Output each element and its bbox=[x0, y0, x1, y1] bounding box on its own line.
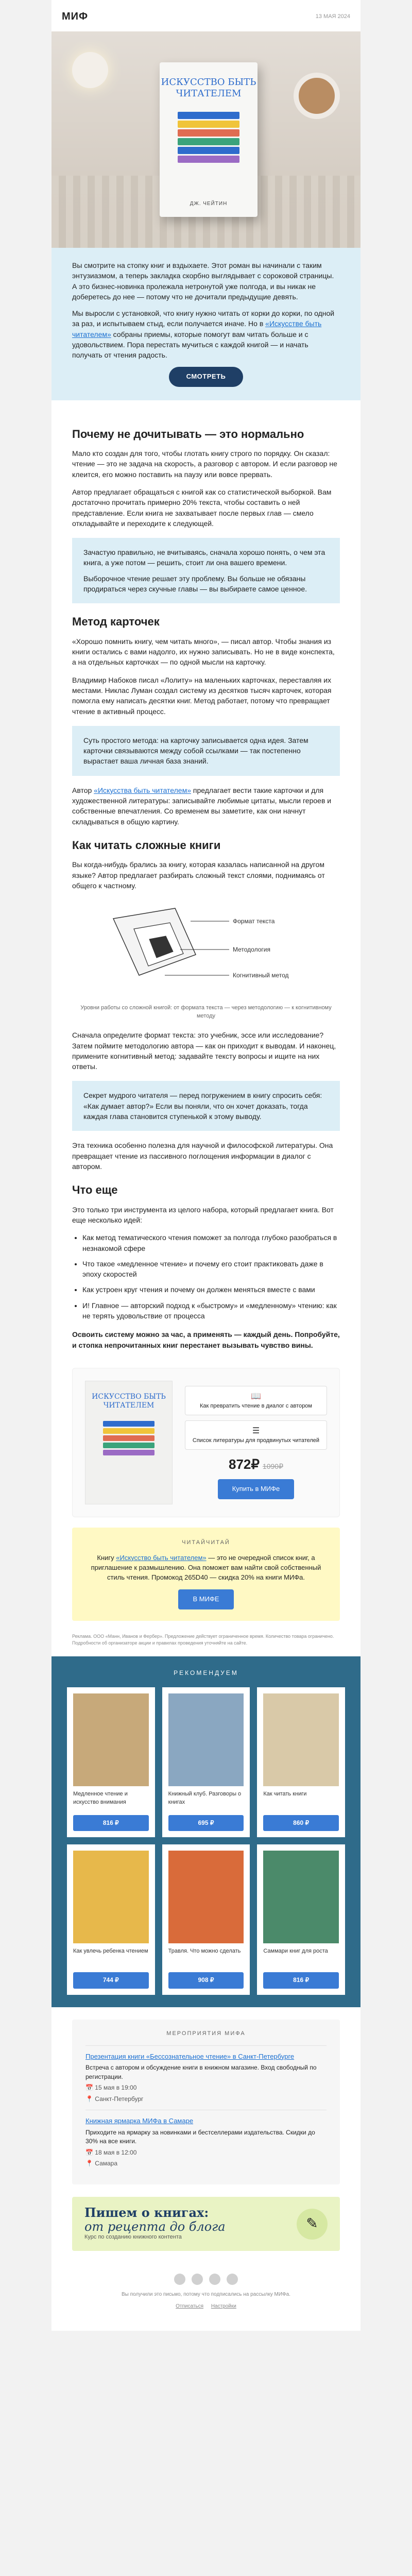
book-cover-title: ИСКУССТВО БЫТЬ ЧИТАТЕЛЕМ bbox=[161, 77, 256, 99]
calendar-icon: 📅 bbox=[85, 2148, 95, 2156]
book-link[interactable]: «Искусство быть читателем» bbox=[116, 1553, 207, 1562]
product-cover[interactable] bbox=[168, 1693, 244, 1786]
location-icon: 📍 bbox=[85, 2095, 95, 2103]
article-paragraph: «Хорошо помнить книгу, чем читать много», — писал автор. Чтобы знания из книги остались с вами надолго, их нужно записывать. Но не в виде конспекта, а на отдельных карточках — по одной мысли на карточку. bbox=[72, 637, 335, 667]
quote-text: Выборочное чтение решает эту проблему. Вы больше не обязаны продираться через скучные главы — вы выбираете самое ценное. bbox=[83, 574, 307, 593]
social-links bbox=[72, 2274, 340, 2285]
product-card[interactable] bbox=[257, 1687, 345, 1837]
partner-title: ЧИТАЙЧИТАЙ bbox=[182, 1539, 230, 1546]
event-place-text: Санкт-Петербург bbox=[95, 2095, 144, 2103]
promo-cover-title: ИСКУССТВО БЫТЬ ЧИТАТЕЛЕМ bbox=[92, 1392, 166, 1410]
list-item: • И! Главное — авторский подход к «быстрому» и «медленному» чтению: как не терять удовольствие от процесса bbox=[82, 1300, 340, 1321]
quote-text: Зачастую правильно, не вчитываясь, сначала хорошо понять, о чем эта книга, а уже потом — решить, стоит ли она вашего времени. bbox=[83, 548, 325, 567]
article-text: Автор bbox=[72, 786, 94, 794]
product-name[interactable]: Как читать книги bbox=[263, 1790, 307, 1797]
unsubscribe-link[interactable]: Отписаться bbox=[176, 2303, 204, 2309]
book-cover bbox=[160, 62, 258, 217]
event-date-text: 15 мая в 19:00 bbox=[95, 2084, 137, 2092]
quote-block bbox=[72, 1081, 340, 1131]
price bbox=[185, 1455, 327, 1475]
article-paragraph: Это только три инструмента из целого набора, который предлагает книга. Вот еще несколько идей: bbox=[72, 1205, 334, 1224]
section-heading: Почему не дочитывать — это нормально bbox=[72, 427, 304, 440]
event-place-text: Самара bbox=[95, 2159, 118, 2167]
product-price-button[interactable]: 908 ₽ bbox=[168, 1972, 244, 1988]
diagram-caption: Уровни работы со сложной книгой: от формата текста — через методологию — к когнитивному методу bbox=[80, 1005, 332, 1020]
event-description: Приходите на ярмарку за новинками и бестселлерами издательства. Скидки до 30% на все книги. bbox=[85, 2128, 315, 2145]
event-item bbox=[85, 2110, 327, 2174]
product-price-button[interactable]: 860 ₽ bbox=[263, 1815, 339, 1831]
list-item: • Что такое «медленное чтение» и почему его стоит практиковать даже в эпоху скоростей bbox=[82, 1259, 340, 1280]
footer bbox=[52, 2263, 360, 2331]
product-price-button[interactable]: 744 ₽ bbox=[73, 1972, 149, 1988]
intro-paragraph-2 bbox=[72, 308, 340, 360]
article-paragraph: Эта техника особенно полезна для научной и философской литературы. Она превращает чтение из пассивного поглощения информации в диалог с автором. bbox=[72, 1141, 333, 1171]
book-cover-author: ДЖ. ЧЕЙТИН bbox=[190, 200, 228, 207]
article-paragraph bbox=[72, 785, 340, 827]
pen-icon: ✎ bbox=[297, 2209, 328, 2240]
intro-text: Мы выросли с установкой, что книгу нужно читать от корки до корки, по одной за раз, и испытываем стыд, если получается иначе. Но в bbox=[72, 309, 335, 328]
legal-text: Реклама. ООО «Манн, Иванов и Фербер». Предложение действует ограниченное время. Количество товара ограничено. Подробности об организаторе акции и правилах проведения уточняйте на сайте. bbox=[72, 1634, 334, 1646]
date-label: 13 МАЯ 2024 bbox=[315, 13, 350, 20]
reading-levels-diagram bbox=[72, 898, 340, 1001]
footer-text: Вы получили это письмо, потому что подписались на рассылку МИФа. bbox=[122, 2292, 290, 2298]
list-icon: ☰ bbox=[252, 1426, 260, 1435]
quote-block bbox=[72, 726, 340, 776]
banner-title-main: Пишем о книгах: bbox=[84, 2205, 209, 2221]
promo-details bbox=[185, 1386, 327, 1500]
course-banner[interactable] bbox=[72, 2197, 340, 2251]
youtube-icon[interactable] bbox=[209, 2274, 220, 2285]
product-name[interactable]: Саммари книг для роста bbox=[263, 1948, 328, 1955]
product-price-button[interactable]: 816 ₽ bbox=[263, 1972, 339, 1988]
promo-feature-box bbox=[185, 1420, 327, 1450]
recommendations-title: РЕКОМЕНДУЕМ bbox=[174, 1669, 238, 1677]
promo-feature-text: Как превратить чтение в диалог с автором bbox=[199, 1402, 312, 1409]
product-price-button[interactable]: 816 ₽ bbox=[73, 1815, 149, 1831]
partner-text bbox=[88, 1553, 324, 1583]
candle-decoration bbox=[72, 52, 108, 88]
calendar-icon: 📅 bbox=[85, 2084, 95, 2092]
product-price-button[interactable]: 695 ₽ bbox=[168, 1815, 244, 1831]
book-stack-illustration bbox=[178, 110, 239, 164]
footer-links bbox=[72, 2303, 340, 2311]
banner-subtitle: Курс по созданию книжного контента bbox=[84, 2234, 182, 2241]
location-icon: 📍 bbox=[85, 2159, 95, 2167]
logo[interactable]: МИФ bbox=[62, 11, 89, 22]
product-card[interactable] bbox=[67, 1687, 155, 1837]
partner-text-part: — это не очередной список книг, а приглашение к размышлению. Она поможет вам найти свой собственный стиль чтения. Промокод 265D40 — скидка 20% на книги МИФа. bbox=[91, 1553, 321, 1581]
quote-text: Секрет мудрого читателя — перед погружением в книгу спросить себя: «Как думает автор?» Если вы поняли, что он хочет доказать, тогда каждая глава становится ступенькой к этому выводу. bbox=[83, 1091, 322, 1121]
intro-block bbox=[52, 248, 360, 400]
product-name[interactable]: Травля. Что можно сделать bbox=[168, 1948, 241, 1955]
article-text: предлагает вести такие карточки и для художественной литературы: записывайте любимые цитаты, мысли героев и собственные впечатления. Со временем вы заметите, как они начнут складываться в общую картину. bbox=[72, 786, 332, 826]
book-link[interactable]: «Искусстве быть читателем» bbox=[72, 319, 322, 338]
article-paragraph: Вы когда-нибудь брались за книгу, которая казалась написанной на другом языке? Автор предлагает разбирать сложный текст слоями, поднимаясь от общего к частному. bbox=[72, 860, 325, 890]
event-item bbox=[85, 2045, 327, 2110]
partner-block bbox=[72, 1528, 340, 1621]
event-description: Встреча с автором и обсуждение книги в книжном магазине. Вход свободный по регистрации. bbox=[85, 2064, 317, 2080]
product-name[interactable]: Медленное чтение и искусство внимания bbox=[73, 1790, 128, 1805]
section-heading: Как читать сложные книги bbox=[72, 838, 221, 852]
recommendations-grid bbox=[67, 1687, 345, 1995]
promo-feature-text: Список литературы для продвинутых читателей bbox=[192, 1437, 320, 1444]
settings-link[interactable]: Настройки bbox=[211, 2303, 236, 2309]
product-card[interactable] bbox=[67, 1844, 155, 1994]
article-paragraph: Сначала определите формат текста: это учебник, эссе или исследование? Затем поймите методологию автора — как он приходит к выводам. И наконец, примените когнитивный метод: задавайте тексту вопросы и ищите на них ответы. bbox=[72, 1031, 336, 1071]
product-cover[interactable] bbox=[73, 1851, 149, 1943]
event-date bbox=[85, 2148, 327, 2157]
article-paragraph: Владимир Набоков писал «Лолиту» на маленьких карточках, переставляя их местами. Никлас Луман создал систему из десятков тысяч карточек, которая помогла ему написать десятки книг. Метод работает, потому что превращает чтение в активный процесс. bbox=[72, 675, 332, 716]
promo-book-cover[interactable] bbox=[85, 1381, 173, 1504]
vk-icon[interactable] bbox=[174, 2274, 185, 2285]
book-icon: 📖 bbox=[251, 1392, 261, 1401]
current-price: 872₽ bbox=[229, 1456, 260, 1472]
quote-text: Суть простого метода: на карточку записывается одна идея. Затем карточки связываются между собой ссылками — так постепенно вырастает ваша личная база знаний. bbox=[83, 736, 308, 766]
product-card[interactable] bbox=[162, 1844, 250, 1994]
diagram-label-cognitive: Когнитивный метод bbox=[233, 972, 289, 979]
intro-paragraph-1: Вы смотрите на стопку книг и вздыхаете. Этот роман вы начинали с таким энтузиазмом, а теперь закладка скорбно выглядывает с сороковой страницы. А это бизнес-новинка пролежала нетронутой уже полгода, и вы никак не доберетесь до нее — потому что не дочитали предыдущие девять. bbox=[72, 261, 334, 301]
view-button[interactable]: СМОТРЕТЬ bbox=[169, 367, 244, 387]
quote-block bbox=[72, 538, 340, 603]
old-price: 1090₽ bbox=[262, 1462, 283, 1470]
promo-stack-illustration bbox=[103, 1419, 154, 1457]
article-conclusion: Освоить систему можно за час, а применять — каждый день. Попробуйте, и стопка непрочитанных книг перестанет вызывать чувство вины. bbox=[72, 1330, 340, 1349]
buy-button[interactable]: Купить в МИФе bbox=[218, 1479, 295, 1499]
tips-list bbox=[82, 1232, 340, 1321]
list-item: • Как устроен круг чтения и почему он должен меняться вместе с вами bbox=[82, 1284, 340, 1295]
product-cover[interactable] bbox=[73, 1693, 149, 1786]
list-item: • Как метод тематического чтения поможет за полгода глубоко разобраться в незнакомой сфере bbox=[82, 1232, 340, 1253]
article-paragraph: Автор предлагает обращаться с книгой как со статистической выборкой. Вам достаточно прочитать примерно 20% текста, чтобы составить о ней представление. Если книга не захватывает после первых глав — смело откладывайте и переходите к следующей. bbox=[72, 487, 332, 528]
odnoklassniki-icon[interactable] bbox=[227, 2274, 238, 2285]
event-place bbox=[85, 2159, 327, 2168]
diagram-label-format: Формат текста bbox=[233, 918, 275, 925]
banner-title bbox=[84, 2206, 226, 2233]
event-place bbox=[85, 2095, 327, 2104]
product-card[interactable] bbox=[162, 1687, 250, 1837]
product-cover[interactable] bbox=[168, 1851, 244, 1943]
product-cover[interactable] bbox=[263, 1693, 339, 1786]
product-name[interactable]: Как увлечь ребенка чтением bbox=[73, 1948, 148, 1955]
telegram-icon[interactable] bbox=[192, 2274, 203, 2285]
product-card[interactable] bbox=[257, 1844, 345, 1994]
diagram-label-methodology: Методология bbox=[233, 946, 270, 954]
product-name[interactable]: Книжный клуб. Разговоры о книгах bbox=[168, 1790, 242, 1805]
article bbox=[52, 400, 360, 1363]
book-promo bbox=[72, 1368, 340, 1517]
recommendations bbox=[52, 1656, 360, 2007]
events-title: МЕРОПРИЯТИЯ МИФА bbox=[166, 2030, 246, 2037]
partner-text-part: Книгу bbox=[97, 1553, 116, 1562]
coffee-cup-decoration bbox=[294, 73, 340, 119]
promo-feature-box bbox=[185, 1386, 327, 1415]
article-paragraph: Мало кто создан для того, чтобы глотать книгу строго по порядку. Он сказал: чтение — это не задача на скорость, а разговор с автором. И если разговор не клеится, его можно поставить на паузу или вовсе прервать. bbox=[72, 449, 337, 479]
product-cover[interactable] bbox=[263, 1851, 339, 1943]
event-title-link[interactable]: Книжная ярмарка МИФа в Самаре bbox=[85, 2116, 194, 2125]
partner-button[interactable]: В МИФЕ bbox=[178, 1589, 233, 1609]
banner-title-italic: от рецепта до блога bbox=[84, 2219, 226, 2234]
email-container bbox=[52, 0, 360, 2331]
event-date bbox=[85, 2083, 327, 2092]
event-title-link[interactable]: Презентация книги «Бессознательное чтение» в Санкт-Петербурге bbox=[85, 2052, 295, 2060]
section-heading: Метод карточек bbox=[72, 615, 160, 629]
section-heading: Что еще bbox=[72, 1183, 118, 1197]
header bbox=[52, 0, 360, 31]
event-date-text: 18 мая в 12:00 bbox=[95, 2148, 137, 2156]
hero-image bbox=[52, 31, 360, 248]
book-link[interactable]: «Искусства быть читателем» bbox=[94, 786, 191, 794]
intro-text: собраны приемы, которые помогут вам читать больше и с удовольствием. Пора перестать мучиться с каждой книгой — и начать получать от чтения радость. bbox=[72, 330, 308, 360]
events-block bbox=[72, 2020, 340, 2185]
